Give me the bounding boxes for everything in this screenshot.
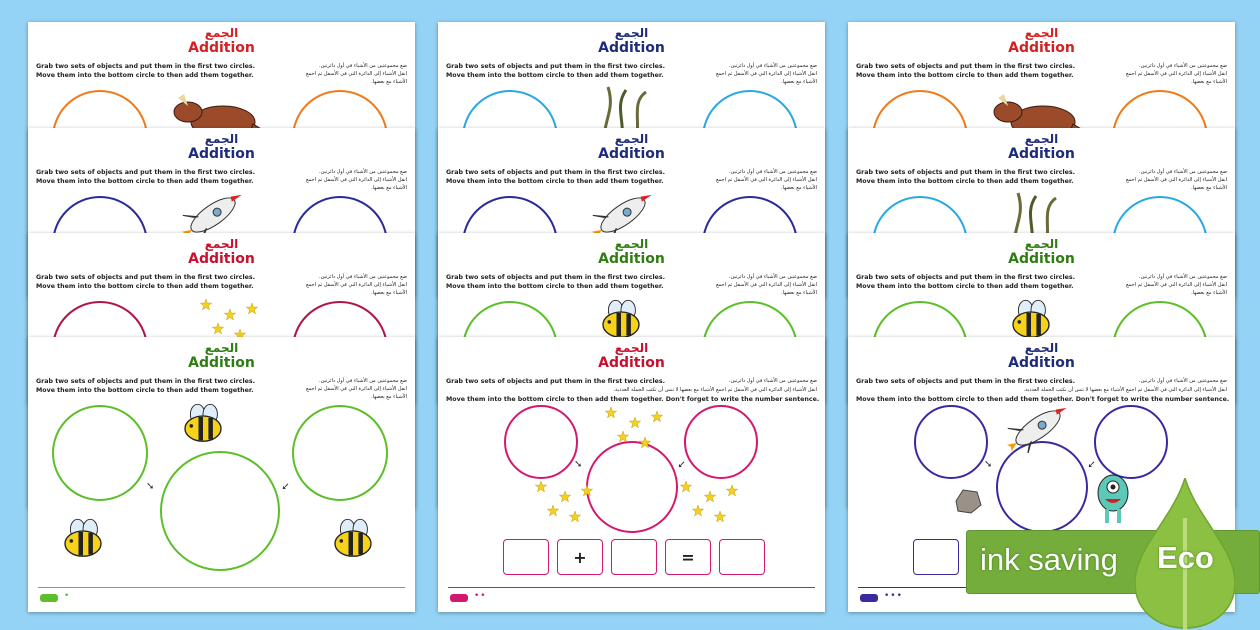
instruction-line-ar: انقل الأشياء إلى الدائرة التي في الأسفل ثم اجمع الأشياء مع بعضها. (305, 71, 407, 85)
instruction-line-ar: انقل الأشياء إلى الدائرة التي في الأسفل ثم اجمع الأشياء مع بعضها. (1125, 177, 1227, 191)
left-circle (52, 405, 148, 501)
instruction-line-ar: ضع مجموعتين من الأشياء في أول دائرتين. (319, 274, 407, 280)
rocket-icon (1003, 403, 1073, 457)
instruction-line: Move them into the bottom circle to then add them together. (446, 283, 664, 290)
instruction-line-ar: انقل الأشياء إلى الدائرة التي في الأسفل ثم اجمع الأشياء مع بعضها لا تنس أن تكتب الجملة العددية. (1023, 387, 1227, 393)
number-sentence-box (503, 539, 549, 575)
arabic-title: الجمع (614, 26, 649, 40)
ink-saving-label: ink saving (980, 542, 1118, 577)
arabic-title: الجمع (204, 341, 239, 355)
addition-title: Addition (1008, 355, 1075, 371)
instructions-ar (702, 273, 817, 297)
instruction-line: Grab two sets of objects and put them in the first two circles. (36, 274, 256, 281)
arrow-icon: ➚ (676, 460, 688, 469)
addition-title: Addition (598, 146, 665, 162)
instruction-line-ar: انقل الأشياء إلى الدائرة التي في الأسفل ثم اجمع الأشياء مع بعضها. (305, 177, 407, 191)
addition-title: Addition (1008, 251, 1075, 267)
instruction-line-ar: انقل الأشياء إلى الدائرة التي في الأسفل ثم اجمع الأشياء مع بعضها. (305, 282, 407, 296)
instruction-line: Move them into the bottom circle to then add them together. (856, 283, 1074, 290)
instruction-line: Grab two sets of objects and put them in the first two circles. (36, 169, 256, 176)
difficulty-dots: • (64, 591, 71, 601)
addition-title: Addition (188, 251, 255, 267)
instruction-line-ar: ضع مجموعتين من الأشياء في أول دائرتين. (729, 63, 817, 69)
bee-icon (178, 397, 228, 451)
bottom-circle (160, 451, 280, 571)
worksheet-card (28, 337, 415, 612)
addition-title: Addition (598, 251, 665, 267)
number-sentence-box (913, 539, 959, 575)
instruction-line-ar: انقل الأشياء إلى الدائرة التي في الأسفل ثم اجمع الأشياء مع بعضها. (1125, 71, 1227, 85)
instruction-line: Grab two sets of objects and put them in the first two circles. (36, 63, 256, 70)
instruction-line: Move them into the bottom circle to then add them together. (446, 72, 664, 79)
instruction-line: Move them into the bottom circle to then add them together. Don't forget to write the number sentence. (446, 396, 820, 403)
instruction-line-ar: ضع مجموعتين من الأشياء في أول دائرتين. (1139, 169, 1227, 175)
worksheet-footer (448, 587, 815, 608)
left-circle (504, 405, 578, 479)
instruction-line-ar: ضع مجموعتين من الأشياء في أول دائرتين. (729, 274, 817, 280)
right-circle (292, 405, 388, 501)
addition-title: Addition (1008, 40, 1075, 56)
arrow-icon: ➚ (1086, 460, 1098, 469)
instruction-line: Grab two sets of objects and put them in the first two circles. (856, 274, 1076, 281)
arabic-title: الجمع (614, 341, 649, 355)
instruction-line: Move them into the bottom circle to then add them together. (446, 178, 664, 185)
worksheet-column (438, 0, 825, 630)
instruction-line-ar: انقل الأشياء إلى الدائرة التي في الأسفل ثم اجمع الأشياء مع بعضها لا تنس أن تكتب الجملة العددية. (613, 387, 817, 393)
instruction-line: Grab two sets of objects and put them in the first two circles. (446, 274, 666, 281)
number-sentence-box (611, 539, 657, 575)
worksheet-column (28, 0, 415, 630)
number-sentence-box: + (557, 539, 603, 575)
instruction-line-ar: انقل الأشياء إلى الدائرة التي في الأسفل ثم اجمع الأشياء مع بعضها. (715, 177, 817, 191)
arabic-title: الجمع (204, 132, 239, 146)
instruction-line: Move them into the bottom circle to then add them together. (856, 178, 1074, 185)
instructions-ar (292, 168, 407, 192)
instructions-ar (702, 377, 817, 385)
twinkl-logo-icon (40, 594, 58, 602)
difficulty-dots: ••• (884, 591, 903, 601)
instruction-line-ar: ضع مجموعتين من الأشياء في أول دائرتين. (319, 63, 407, 69)
addition-title: Addition (1008, 146, 1075, 162)
number-sentence-box: = (665, 539, 711, 575)
instruction-line: Grab two sets of objects and put them in the first two circles. (446, 378, 666, 385)
arabic-title: الجمع (1024, 132, 1059, 146)
instruction-line: Grab two sets of objects and put them in the first two circles. (856, 63, 1076, 70)
number-sentence-box (719, 539, 765, 575)
instruction-line: Grab two sets of objects and put them in the first two circles. (446, 63, 666, 70)
instruction-line-ar: انقل الأشياء إلى الدائرة التي في الأسفل ثم اجمع الأشياء مع بعضها. (715, 71, 817, 85)
stars-icon (533, 477, 603, 531)
difficulty-dots: •• (474, 591, 487, 601)
instructions-ar (702, 168, 817, 192)
arrow-icon: ➘ (146, 481, 155, 492)
instructions-ar (1112, 273, 1227, 297)
instruction-line-ar: انقل الأشياء إلى الدائرة التي في الأسفل ثم اجمع الأشياء مع بعضها. (305, 386, 407, 400)
right-circle (1094, 405, 1168, 479)
instruction-line: Grab two sets of objects and put them in the first two circles. (856, 378, 1076, 385)
instructions-ar (292, 62, 407, 86)
instruction-line: Move them into the bottom circle to then add them together. (36, 283, 254, 290)
instruction-line-ar: ضع مجموعتين من الأشياء في أول دائرتين. (729, 169, 817, 175)
arabic-title: الجمع (1024, 237, 1059, 251)
right-circle (684, 405, 758, 479)
instruction-line-ar: ضع مجموعتين من الأشياء في أول دائرتين. (729, 378, 817, 384)
instruction-line: Grab two sets of objects and put them in the first two circles. (36, 378, 256, 385)
instruction-line: Move them into the bottom circle to then add them together. (36, 387, 254, 394)
addition-title: Addition (598, 40, 665, 56)
addition-title: Addition (188, 40, 255, 56)
instruction-line: Grab two sets of objects and put them in the first two circles. (446, 169, 666, 176)
left-circle (914, 405, 988, 479)
stars-icon (603, 403, 673, 457)
arabic-title: الجمع (204, 26, 239, 40)
rock-icon (953, 487, 983, 519)
twinkl-logo-icon (450, 594, 468, 602)
addition-title: Addition (598, 355, 665, 371)
addition-title: Addition (188, 355, 255, 371)
alien-icon (1093, 469, 1133, 533)
arabic-title: الجمع (614, 237, 649, 251)
stars-icon (678, 477, 748, 531)
instruction-line: Grab two sets of objects and put them in the first two circles. (856, 169, 1076, 176)
arrow-icon: ➘ (984, 459, 993, 470)
instruction-line-ar: ضع مجموعتين من الأشياء في أول دائرتين. (1139, 63, 1227, 69)
arabic-title: الجمع (1024, 26, 1059, 40)
instruction-line-ar: ضع مجموعتين من الأشياء في أول دائرتين. (1139, 378, 1227, 384)
worksheet-footer (38, 587, 405, 608)
instructions-ar (702, 62, 817, 86)
bee-icon (58, 512, 108, 566)
bee-icon (328, 512, 378, 566)
instruction-line-ar: انقل الأشياء إلى الدائرة التي في الأسفل ثم اجمع الأشياء مع بعضها. (1125, 282, 1227, 296)
twinkl-logo-icon (860, 594, 878, 602)
arrow-icon: ➚ (280, 482, 292, 491)
number-sentence (503, 539, 765, 575)
instruction-line: Move them into the bottom circle to then add them together. (36, 178, 254, 185)
instructions-ar (1112, 377, 1227, 385)
worksheet-card (438, 337, 825, 612)
instruction-line-ar: ضع مجموعتين من الأشياء في أول دائرتين. (1139, 274, 1227, 280)
instruction-line-ar: انقل الأشياء إلى الدائرة التي في الأسفل ثم اجمع الأشياء مع بعضها. (715, 282, 817, 296)
instruction-line-ar: ضع مجموعتين من الأشياء في أول دائرتين. (319, 169, 407, 175)
arabic-title: الجمع (204, 237, 239, 251)
arabic-title: الجمع (614, 132, 649, 146)
instructions-ar (292, 377, 407, 401)
instruction-line: Move them into the bottom circle to then add them together. (36, 72, 254, 79)
addition-title: Addition (188, 146, 255, 162)
instruction-line: Move them into the bottom circle to then add them together. Don't forget to write the number sentence. (856, 396, 1230, 403)
instruction-line: Move them into the bottom circle to then add them together. (856, 72, 1074, 79)
eco-label: Eco (1157, 540, 1214, 575)
instructions-ar (292, 273, 407, 297)
instruction-line-ar: ضع مجموعتين من الأشياء في أول دائرتين. (319, 378, 407, 384)
instructions-ar (1112, 62, 1227, 86)
arrow-icon: ➘ (574, 459, 583, 470)
instructions-ar (1112, 168, 1227, 192)
arabic-title: الجمع (1024, 341, 1059, 355)
